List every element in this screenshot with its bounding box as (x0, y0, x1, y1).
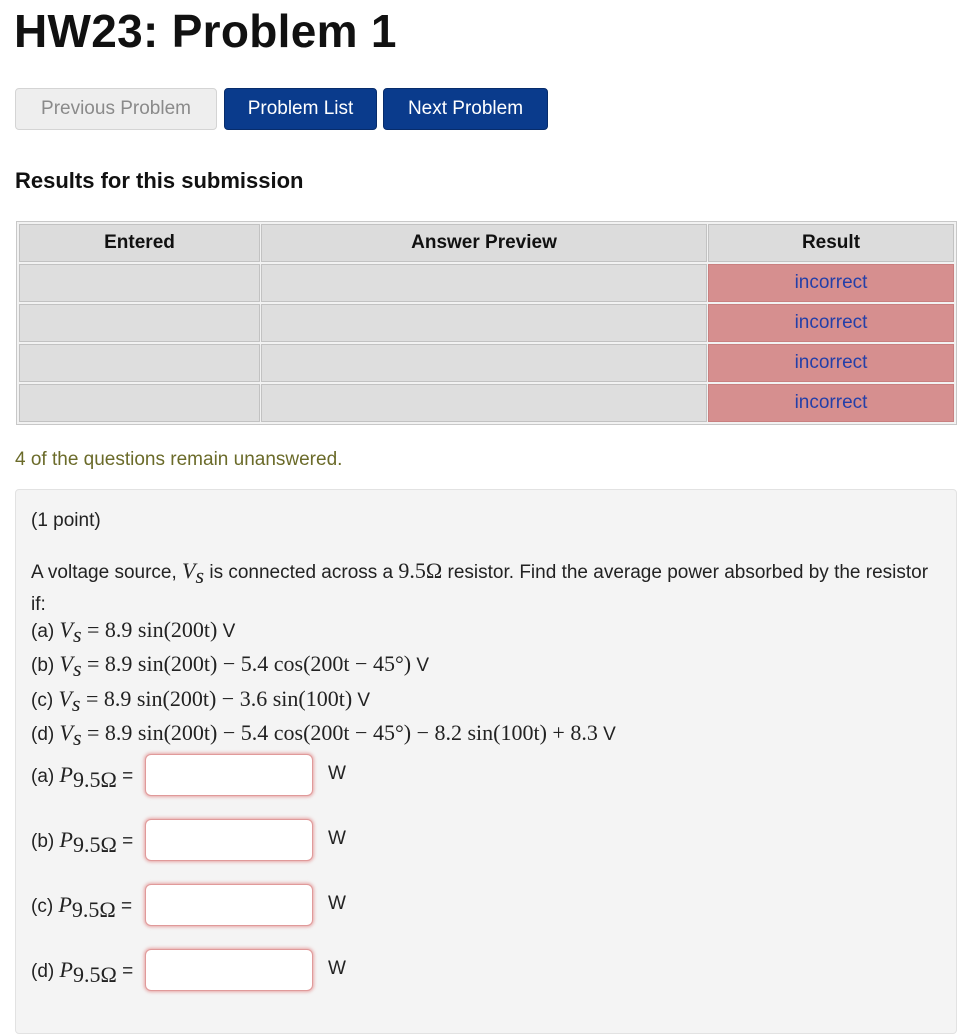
next-problem-button[interactable]: Next Problem (383, 88, 548, 130)
answer-preview-cell (261, 344, 707, 382)
answer-label (31, 762, 133, 793)
part-c (31, 684, 616, 718)
part-expression: = 8.9 sin(200t) − 5.4 cos(200t − 45°) − 8.2 sin(100t) + 8.3 (81, 719, 598, 745)
problem-parts (31, 615, 616, 752)
result-cell: incorrect (708, 384, 954, 422)
unanswered-message: 4 of the questions remain unanswered. (15, 449, 343, 470)
answer-variable: P (59, 827, 73, 852)
answer-input-c[interactable] (145, 884, 313, 926)
resistance-value: 9.5Ω (398, 558, 443, 583)
statement-suffix: resistor. Find the average power absorbed by the resistor if: (31, 562, 929, 615)
part-variable: V (59, 719, 73, 745)
answer-equals: = (116, 766, 134, 787)
results-heading: Results for this submission (15, 168, 304, 193)
part-expression: = 8.9 sin(200t) − 5.4 cos(200t − 45°) (81, 651, 412, 677)
part-a (31, 615, 616, 649)
part-variable-subscript: s (72, 724, 82, 750)
part-variable-subscript: s (72, 621, 82, 647)
result-cell: incorrect (708, 264, 954, 302)
answer-variable: P (59, 762, 73, 787)
answer-equals: = (116, 961, 134, 982)
results-table (16, 221, 957, 425)
part-variable: V (59, 617, 73, 642)
answer-input-d[interactable] (145, 949, 313, 991)
part-label: (c) (31, 689, 59, 711)
answer-part-label: (d) (31, 961, 60, 982)
answer-unit: W (328, 763, 346, 784)
answer-part-label: (a) (31, 766, 60, 787)
part-unit: V (217, 621, 236, 642)
part-unit: V (597, 723, 616, 745)
answer-variable-subscript: 9.5Ω (72, 766, 117, 792)
answer-preview-cell (261, 264, 707, 302)
page-title: HW23: Problem 1 (14, 5, 397, 57)
problem-points: (1 point) (31, 510, 101, 531)
part-expression: = 8.9 sin(200t) − 3.6 sin(100t) (80, 685, 353, 711)
answer-unit: W (328, 893, 346, 914)
statement-prefix: A voltage source, (31, 562, 183, 583)
answer-input-a[interactable] (145, 754, 313, 796)
part-variable-subscript: s (71, 690, 81, 716)
entered-cell (19, 304, 260, 342)
part-d (31, 718, 616, 752)
statement-variable: V (182, 558, 196, 583)
column-header-entered: Entered (19, 224, 260, 262)
answer-preview-cell (261, 304, 707, 342)
entered-cell (19, 384, 260, 422)
part-variable-subscript: s (72, 656, 82, 682)
statement-variable-subscript: s (195, 562, 205, 588)
problem-list-button[interactable]: Problem List (224, 88, 377, 130)
answer-variable: P (58, 892, 72, 917)
answer-variable-subscript: 9.5Ω (71, 896, 116, 922)
problem-body (15, 489, 957, 1034)
answer-unit: W (328, 958, 346, 979)
part-label: (b) (31, 655, 60, 677)
column-header-result: Result (708, 224, 954, 262)
result-cell: incorrect (708, 304, 954, 342)
part-b (31, 649, 616, 683)
answer-label (31, 957, 133, 988)
statement-middle: is connected across a (204, 562, 399, 583)
previous-problem-button[interactable]: Previous Problem (15, 88, 217, 130)
problem-statement (31, 556, 946, 619)
entered-cell (19, 344, 260, 382)
answer-label (31, 827, 133, 858)
part-label: (d) (31, 723, 60, 745)
answer-label (31, 892, 132, 923)
answer-part-label: (c) (31, 896, 59, 917)
part-unit: V (352, 689, 371, 711)
answer-variable-subscript: 9.5Ω (72, 831, 117, 857)
part-label: (a) (31, 621, 60, 642)
answer-equals: = (115, 896, 133, 917)
entered-cell (19, 264, 260, 302)
answer-variable: P (59, 957, 73, 982)
answer-part-label: (b) (31, 831, 60, 852)
result-cell: incorrect (708, 344, 954, 382)
answer-input-b[interactable] (145, 819, 313, 861)
part-variable: V (58, 685, 72, 711)
part-expression: = 8.9 sin(200t) (81, 617, 218, 642)
column-header-answer-preview: Answer Preview (261, 224, 707, 262)
answer-variable-subscript: 9.5Ω (72, 961, 117, 987)
part-unit: V (411, 655, 430, 677)
answer-preview-cell (261, 384, 707, 422)
answer-equals: = (116, 831, 134, 852)
part-variable: V (59, 651, 73, 677)
answer-unit: W (328, 828, 346, 849)
